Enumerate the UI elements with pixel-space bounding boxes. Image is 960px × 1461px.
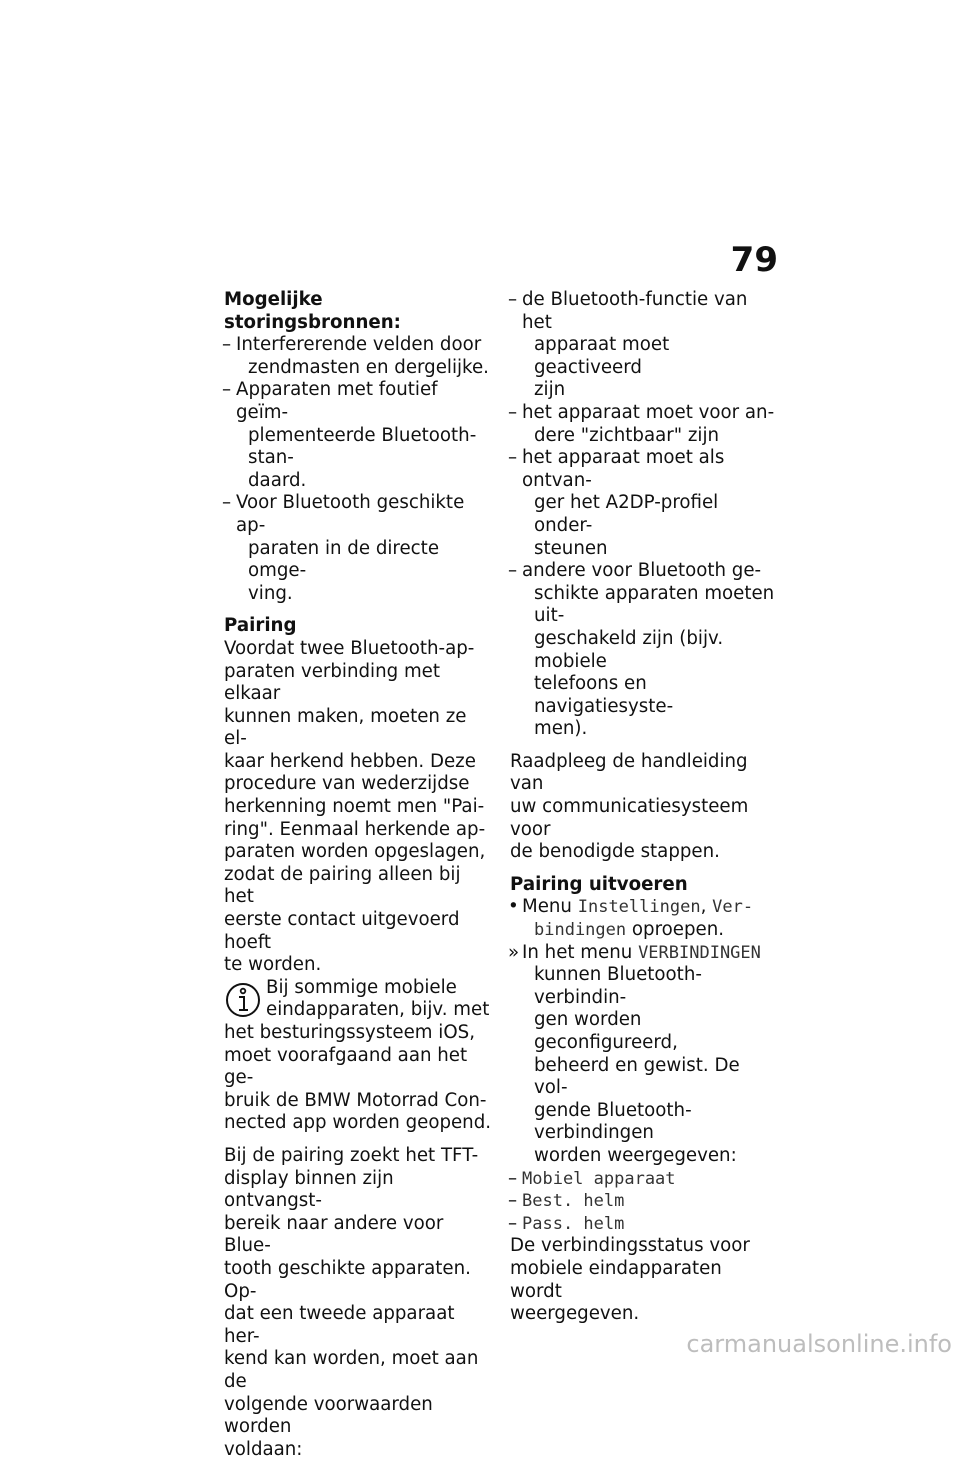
list-item-line: men). xyxy=(534,718,588,740)
menu-path-verbindingen: Ver- xyxy=(712,897,754,918)
watermark-footer: carmanualsonline.info xyxy=(686,1330,952,1358)
info-note xyxy=(224,977,492,1135)
list-item-line: schikte apparaten moeten uit- xyxy=(534,582,775,627)
dash-mark: – xyxy=(222,492,232,514)
paragraph-line: volgende voorwaarden worden xyxy=(224,1393,433,1438)
list-item-line: Voor Bluetooth geschikte ap- xyxy=(236,492,465,536)
right-column xyxy=(510,289,778,1326)
note-line: het besturingssysteem iOS, xyxy=(224,1022,475,1043)
list-item xyxy=(224,334,492,379)
list-item-line: ger het A2DP-profiel onder- xyxy=(534,492,719,536)
status-paragraph xyxy=(510,1235,778,1325)
paragraph-line: dat een tweede apparaat her- xyxy=(224,1303,455,1347)
connection-name: Best. helm xyxy=(522,1191,625,1212)
result-text: In het menu xyxy=(522,941,633,963)
paragraph-line: mobiele eindapparaten wordt xyxy=(510,1257,722,1302)
paragraph-line: voldaan: xyxy=(224,1438,303,1460)
note-line: moet voorafgaand aan het ge- xyxy=(224,1044,468,1089)
pairing-paragraph xyxy=(224,638,492,977)
bullet-mark: • xyxy=(508,896,519,918)
info-icon xyxy=(224,979,262,1019)
list-item xyxy=(510,560,778,741)
connection-item xyxy=(510,1168,778,1191)
note-line: eindapparaten, bijv. met xyxy=(266,999,490,1021)
paragraph-line: de benodigde stappen. xyxy=(510,841,720,863)
menu-path-instellingen: Instellingen xyxy=(577,897,701,918)
list-item-line: daard. xyxy=(248,469,307,491)
dash-mark: – xyxy=(508,1212,518,1234)
step-item xyxy=(510,896,778,941)
paragraph-line: kunnen maken, moeten ze el- xyxy=(224,705,467,750)
dash-mark: – xyxy=(508,289,518,310)
list-item-line: zendmasten en dergelijke. xyxy=(248,356,489,378)
paragraph-line: Bij de pairing zoekt het TFT- xyxy=(224,1144,479,1166)
paragraph-line: herkenning noemt men "Pai- xyxy=(224,796,485,818)
list-item-line: Interfererende velden door xyxy=(236,334,482,356)
connection-name: Mobiel apparaat xyxy=(522,1168,676,1189)
paragraph-line: Raadpleeg de handleiding van xyxy=(510,750,748,795)
result-line xyxy=(522,942,778,965)
dash-mark: – xyxy=(508,1167,518,1189)
menu-path-verbindingen: bindingen xyxy=(534,920,627,941)
list-item-line: plementeerde Bluetooth-stan- xyxy=(248,424,477,469)
paragraph-line: kaar herkend hebben. Deze xyxy=(224,750,476,772)
result-line: kunnen Bluetooth-verbindin- xyxy=(534,964,702,1008)
paragraph-line: tooth geschikte apparaten. Op- xyxy=(224,1257,471,1302)
list-item xyxy=(510,402,778,447)
paragraph-line: uw communicatiesysteem voor xyxy=(510,796,749,840)
paragraph-line: zodat de pairing alleen bij het xyxy=(224,863,461,908)
list-item xyxy=(224,379,492,492)
paragraph-line: procedure van wederzijdse xyxy=(224,773,470,795)
step-line xyxy=(522,896,778,919)
result-line: beheerd en gewist. De vol- xyxy=(534,1054,740,1099)
connection-item xyxy=(510,1190,778,1213)
left-column xyxy=(224,289,492,1461)
paragraph-line: kend kan worden, moet aan de xyxy=(224,1348,479,1392)
section-heading-pairing-uitvoeren: Pairing uitvoeren xyxy=(510,873,688,895)
connection-item xyxy=(510,1213,778,1236)
paragraph-line: ring". Eenmaal herkende ap- xyxy=(224,818,486,840)
list-item-line: dere "zichtbaar" zijn xyxy=(534,424,720,446)
menu-name-verbindingen: VERBINDINGEN xyxy=(638,942,761,963)
list-item xyxy=(224,492,492,605)
step-line xyxy=(522,919,778,942)
paragraph-line: paraten verbinding met elkaar xyxy=(224,660,440,705)
list-item xyxy=(510,289,778,402)
step-text: oproepen. xyxy=(631,919,725,941)
dash-mark: – xyxy=(508,1190,518,1212)
list-item-line: steunen xyxy=(534,537,608,559)
paragraph-line: paraten worden opgeslagen, xyxy=(224,841,486,863)
section-heading-storingsbronnen: Mogelijke storingsbronnen: xyxy=(224,289,401,333)
list-item xyxy=(510,447,778,560)
list-item-line: het apparaat moet als ontvan- xyxy=(522,447,725,491)
paragraph-line: weergegeven. xyxy=(510,1303,640,1325)
list-item-line: apparaat moet geactiveerd xyxy=(534,334,670,378)
note-line: bruik de BMW Motorrad Con- xyxy=(224,1089,487,1111)
dash-mark: – xyxy=(508,560,518,582)
section-heading-pairing: Pairing xyxy=(224,615,297,637)
note-line: nected app worden geopend. xyxy=(224,1112,492,1134)
dash-mark: – xyxy=(222,379,232,401)
result-line: gende Bluetooth-verbindingen xyxy=(534,1099,692,1144)
list-item-line: geschakeld zijn (bijv. mobiele xyxy=(534,627,724,672)
list-item-line: andere voor Bluetooth ge- xyxy=(522,560,762,582)
dash-mark: – xyxy=(508,447,518,469)
result-line: gen worden geconfigureerd, xyxy=(534,1009,678,1053)
list-item-line: paraten in de directe omge- xyxy=(248,537,440,582)
step-text: Menu xyxy=(522,896,572,918)
separator: , xyxy=(700,896,707,918)
connection-name: Pass. helm xyxy=(522,1213,625,1234)
paragraph-line: te worden. xyxy=(224,954,322,976)
list-item-line: het apparaat moet voor an- xyxy=(522,401,775,423)
result-line: worden weergegeven: xyxy=(534,1144,737,1166)
list-item-line: Apparaten met foutief geïm- xyxy=(236,379,438,423)
page-number: 79 xyxy=(730,240,778,280)
result-item xyxy=(510,942,778,1168)
note-line: Bij sommige mobiele xyxy=(266,976,457,998)
dash-mark: – xyxy=(508,401,518,423)
dash-mark: – xyxy=(222,334,232,356)
paragraph-line: De verbindingsstatus voor xyxy=(510,1235,750,1257)
list-item-line: de Bluetooth-functie van het xyxy=(522,289,748,333)
paragraph-line: bereik naar andere voor Blue- xyxy=(224,1212,444,1257)
paragraph-line: eerste contact uitgevoerd hoeft xyxy=(224,909,460,953)
paragraph-line: display binnen zijn ontvangst- xyxy=(224,1167,394,1212)
arrow-mark: » xyxy=(508,941,520,963)
list-item-line: telefoons en navigatiesyste- xyxy=(534,673,674,717)
list-item-line: ving. xyxy=(248,582,293,604)
list-item-line: zijn xyxy=(534,379,566,401)
consult-paragraph xyxy=(510,751,778,864)
paragraph-line: Voordat twee Bluetooth-ap- xyxy=(224,637,475,659)
search-paragraph xyxy=(224,1145,492,1461)
